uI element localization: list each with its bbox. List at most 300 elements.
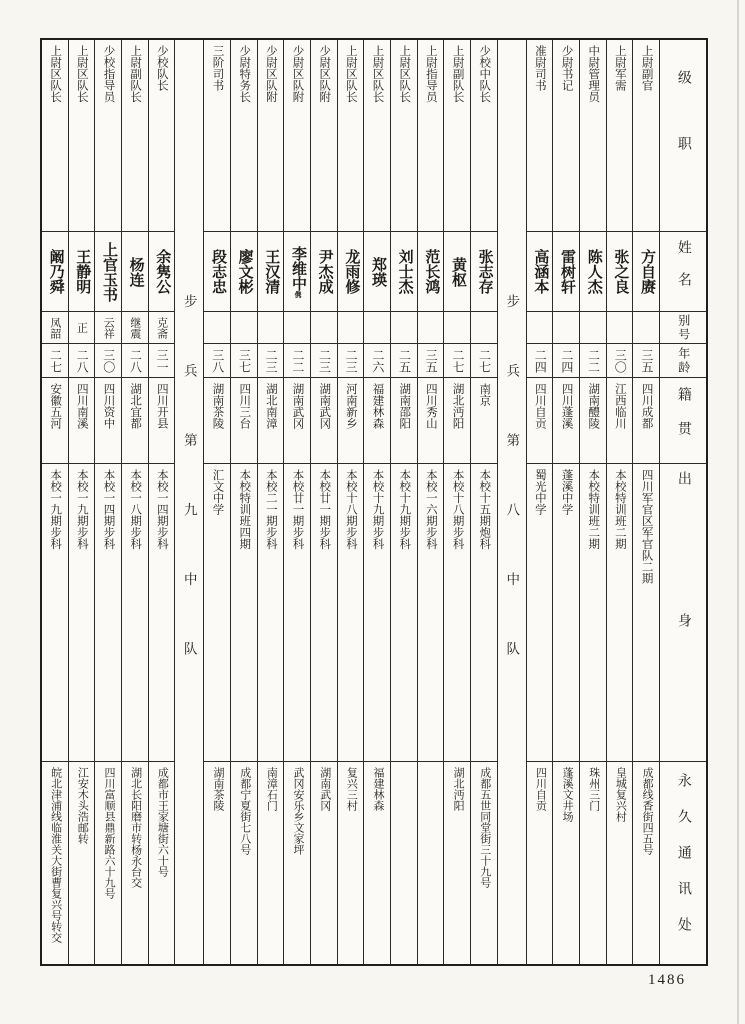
origin-cell — [149, 464, 175, 762]
address-text: 成都五世同堂街三十九号 — [478, 767, 491, 888]
name-cell — [607, 232, 633, 312]
origin-text: 蜀光中学 — [533, 469, 546, 515]
origin-cell — [311, 464, 337, 762]
name-text: 雷树轩 — [559, 249, 576, 294]
age-cell — [580, 344, 606, 378]
origin-text: 本校一九期步科 — [75, 469, 88, 550]
name-text: 高涵本 — [532, 249, 549, 294]
alias-cell — [391, 312, 417, 344]
page-number: 1486 — [648, 972, 686, 988]
rank-cell — [527, 40, 553, 232]
age-text: 三〇 — [613, 348, 628, 373]
age-text: 二八 — [75, 348, 90, 373]
row-header-label: 级职 — [675, 69, 691, 202]
address-cell — [95, 762, 121, 964]
name-text: 张之良 — [612, 249, 629, 294]
alias-cell — [204, 312, 230, 344]
alias-cell — [231, 312, 257, 344]
name-cell — [69, 232, 95, 312]
age-cell — [42, 344, 68, 378]
age-cell — [122, 344, 148, 378]
origin-text: 蓬溪中学 — [560, 469, 573, 515]
row-header-label: 别号 — [676, 313, 691, 342]
origin-text: 本校特训班四期 — [238, 469, 251, 550]
address-cell — [471, 762, 497, 964]
address-text: 成都线香街四五号 — [641, 767, 654, 855]
address-cell — [633, 762, 659, 964]
section-divider — [174, 40, 203, 964]
person-column — [632, 40, 659, 964]
age-text: 三五 — [424, 348, 439, 373]
origin-cell — [284, 464, 310, 762]
origin-cell — [258, 464, 284, 762]
native-text: 福建林森 — [371, 383, 384, 429]
address-text: 皇城复兴村 — [614, 767, 627, 822]
address-cell — [258, 762, 284, 964]
person-column — [526, 40, 553, 964]
name-cell — [418, 232, 444, 312]
person-column — [337, 40, 364, 964]
address-text: 四川富顺县鼎新路六十九号 — [103, 767, 115, 899]
name-text: 尹杰成 — [316, 249, 333, 294]
rank-text: 上尉指导员 — [424, 45, 437, 103]
alias-cell — [122, 312, 148, 344]
native-text: 湖南邵阳 — [398, 383, 411, 429]
rank-text: 上尉军需 — [613, 45, 626, 91]
row-header-label: 永久通讯处 — [675, 773, 691, 953]
origin-text: 本校一九期步科 — [49, 469, 62, 550]
age-text: 二四 — [533, 348, 548, 373]
native-text: 四川资中 — [102, 383, 115, 429]
rank-text: 少尉区队附 — [264, 45, 277, 103]
address-cell — [149, 762, 175, 964]
address-text: 四川自贡 — [534, 767, 547, 811]
native-text: 湖北宜都 — [129, 383, 142, 429]
rank-text: 中尉管理员 — [587, 45, 600, 103]
address-cell — [444, 762, 470, 964]
origin-cell — [364, 464, 390, 762]
age-cell — [527, 344, 553, 378]
alias-cell — [149, 312, 175, 344]
rank-cell — [580, 40, 606, 232]
native-text: 湖南武冈 — [291, 383, 304, 429]
alias-cell — [418, 312, 444, 344]
name-cell — [391, 232, 417, 312]
age-cell — [284, 344, 310, 378]
name-cell — [122, 232, 148, 312]
origin-text: 本校一四期步科 — [155, 469, 168, 550]
name-cell — [527, 232, 553, 312]
age-text: 二二 — [290, 348, 305, 373]
address-cell — [311, 762, 337, 964]
age-cell — [258, 344, 284, 378]
native-cell — [231, 378, 257, 464]
name-cell — [258, 232, 284, 312]
age-text: 二三 — [317, 348, 332, 373]
address-cell — [231, 762, 257, 964]
origin-cell — [391, 464, 417, 762]
person-column — [283, 40, 310, 964]
person-column — [310, 40, 337, 964]
name-text: 王静明 — [74, 249, 91, 294]
native-text: 江西临川 — [613, 383, 626, 429]
native-text: 四川蓬溪 — [560, 383, 573, 429]
rank-cell — [553, 40, 579, 232]
name-text: 李维中㑺 — [289, 245, 306, 298]
alias-text: 继震 — [128, 316, 141, 339]
name-text: 阚乃舜 — [47, 249, 64, 294]
section-divider — [497, 40, 526, 964]
alias-cell — [633, 312, 659, 344]
origin-cell — [633, 464, 659, 762]
native-text: 四川三台 — [238, 383, 251, 429]
native-cell — [444, 378, 470, 464]
alias-cell — [69, 312, 95, 344]
age-cell — [149, 344, 175, 378]
rank-text: 上尉副队长 — [451, 45, 464, 103]
person-column — [42, 40, 68, 964]
name-cell — [580, 232, 606, 312]
age-cell — [391, 344, 417, 378]
name-cell — [444, 232, 470, 312]
native-text: 四川成都 — [640, 383, 653, 429]
address-cell — [364, 762, 390, 964]
origin-text: 本校特训班二期 — [587, 469, 600, 550]
person-column — [68, 40, 95, 964]
native-text: 四川开县 — [155, 383, 168, 429]
name-text: 刘士杰 — [396, 249, 413, 294]
origin-cell — [338, 464, 364, 762]
age-text: 二四 — [559, 348, 574, 373]
native-text: 四川南溪 — [75, 383, 88, 429]
age-cell — [338, 344, 364, 378]
name-text: 张志存 — [476, 249, 493, 294]
age-cell — [204, 344, 230, 378]
person-column — [390, 40, 417, 964]
age-cell — [364, 344, 390, 378]
name-text: 王汉清 — [263, 249, 280, 294]
address-text: 福建林森 — [372, 767, 385, 811]
rank-text: 上尉区队长 — [75, 45, 88, 103]
age-text: 三一 — [155, 348, 170, 373]
native-cell — [258, 378, 284, 464]
age-text: 二二 — [586, 348, 601, 373]
name-cell — [364, 232, 390, 312]
rank-text: 上尉区队长 — [371, 45, 384, 103]
origin-cell — [42, 464, 68, 762]
rank-text: 上尉区队长 — [398, 45, 411, 103]
name-cell — [338, 232, 364, 312]
age-text: 三七 — [237, 348, 252, 373]
name-text: 郑瑛 — [369, 256, 386, 287]
origin-cell — [231, 464, 257, 762]
origin-cell — [204, 464, 230, 762]
section-title-cell — [175, 40, 203, 964]
native-cell — [311, 378, 337, 464]
native-text: 安徽五河 — [49, 383, 62, 429]
native-cell — [284, 378, 310, 464]
section-title: 步兵第九中队 — [181, 293, 197, 711]
alias-cell — [471, 312, 497, 344]
person-column — [94, 40, 121, 964]
age-cell — [231, 344, 257, 378]
address-text: 蓬溪文井场 — [561, 767, 574, 822]
rank-cell — [122, 40, 148, 232]
address-text: 南漳石门 — [265, 767, 278, 811]
age-text: 二七 — [450, 348, 465, 373]
name-text: 余隽公 — [154, 249, 171, 294]
origin-text: 本校二一期步科 — [264, 469, 277, 550]
address-text: 皖北津浦线临淮关大街曹复兴号转交 — [49, 767, 62, 943]
address-cell — [607, 762, 633, 964]
address-text: 湖南茶陵 — [212, 767, 225, 811]
age-text: 二五 — [397, 348, 412, 373]
address-cell — [553, 762, 579, 964]
rank-text: 少校中队长 — [478, 45, 491, 103]
person-column — [121, 40, 148, 964]
row-headers-column — [659, 40, 706, 964]
alias-cell — [42, 312, 68, 344]
origin-text: 本校十五期炮科 — [478, 469, 491, 550]
native-text: 南京 — [478, 383, 491, 406]
rank-cell — [633, 40, 659, 232]
rank-text: 少尉特务长 — [238, 45, 251, 103]
native-cell — [364, 378, 390, 464]
alias-cell — [95, 312, 121, 344]
address-text: 武冈安乐乡文家坪 — [292, 767, 305, 855]
origin-text: 本校特训班二期 — [613, 469, 626, 550]
native-text: 四川自贡 — [533, 383, 546, 429]
row-header-rank — [660, 40, 706, 232]
rank-cell — [231, 40, 257, 232]
rank-cell — [364, 40, 390, 232]
native-cell — [471, 378, 497, 464]
address-cell — [204, 762, 230, 964]
person-column — [443, 40, 470, 964]
origin-text: 本校一八期步科 — [129, 469, 142, 550]
alias-text: 凤韶 — [48, 316, 61, 339]
name-cell — [311, 232, 337, 312]
name-cell — [471, 232, 497, 312]
origin-text: 本校廿一期步科 — [291, 469, 304, 550]
alias-text: 克斋 — [155, 316, 168, 339]
address-cell — [284, 762, 310, 964]
alias-cell — [580, 312, 606, 344]
row-header-native — [660, 378, 706, 464]
name-note: 㑺 — [293, 290, 302, 298]
person-column — [257, 40, 284, 964]
name-cell — [95, 232, 121, 312]
address-cell — [122, 762, 148, 964]
section-title: 步兵第八中队 — [504, 293, 520, 711]
native-cell — [580, 378, 606, 464]
rank-cell — [95, 40, 121, 232]
age-cell — [633, 344, 659, 378]
rank-cell — [69, 40, 95, 232]
rank-cell — [607, 40, 633, 232]
rank-cell — [391, 40, 417, 232]
name-text: 上官玉书 — [100, 241, 117, 302]
name-text: 黄枢 — [450, 256, 466, 287]
age-text: 二六 — [370, 348, 385, 373]
name-cell — [553, 232, 579, 312]
address-cell — [338, 762, 364, 964]
name-text: 杨连 — [127, 256, 144, 287]
native-cell — [42, 378, 68, 464]
native-cell — [418, 378, 444, 464]
rank-cell — [444, 40, 470, 232]
row-header-origin — [660, 464, 706, 762]
person-column — [363, 40, 390, 964]
person-column — [470, 40, 497, 964]
age-cell — [95, 344, 121, 378]
native-cell — [391, 378, 417, 464]
rank-text: 准尉司书 — [533, 45, 546, 91]
origin-cell — [553, 464, 579, 762]
rank-cell — [258, 40, 284, 232]
alias-cell — [311, 312, 337, 344]
address-text: 复兴三村 — [345, 767, 358, 811]
native-cell — [607, 378, 633, 464]
address-cell — [527, 762, 553, 964]
rank-cell — [284, 40, 310, 232]
address-cell — [418, 762, 444, 964]
native-cell — [527, 378, 553, 464]
native-text: 湖南武冈 — [318, 383, 331, 429]
name-cell — [42, 232, 68, 312]
row-header-name — [660, 232, 706, 312]
row-header-label: 籍贯 — [675, 386, 691, 455]
origin-cell — [418, 464, 444, 762]
native-text: 四川秀山 — [424, 383, 437, 429]
native-cell — [95, 378, 121, 464]
rank-cell — [204, 40, 230, 232]
age-cell — [553, 344, 579, 378]
name-text: 方自赓 — [639, 249, 656, 294]
native-cell — [338, 378, 364, 464]
person-column — [230, 40, 257, 964]
origin-cell — [69, 464, 95, 762]
rank-text: 三阶司书 — [211, 45, 224, 91]
age-text: 二三 — [344, 348, 359, 373]
name-text: 范长鸿 — [423, 249, 440, 294]
address-cell — [391, 762, 417, 964]
alias-cell — [444, 312, 470, 344]
person-column — [606, 40, 633, 964]
address-cell — [580, 762, 606, 964]
name-text: 陈人杰 — [585, 249, 602, 294]
person-column — [203, 40, 230, 964]
rank-text: 上尉副队长 — [129, 45, 142, 103]
origin-cell — [580, 464, 606, 762]
address-text: 江安木头浩邮转 — [76, 767, 89, 844]
rank-text: 少尉书记 — [560, 45, 573, 91]
address-text: 湖北长阳磨市转杨永台交 — [129, 767, 142, 888]
age-text: 二三 — [264, 348, 279, 373]
origin-text: 本校一六期步科 — [424, 469, 437, 550]
name-cell — [204, 232, 230, 312]
rank-text: 少尉区队附 — [318, 45, 331, 103]
age-cell — [444, 344, 470, 378]
age-text: 三八 — [210, 348, 225, 373]
age-text: 二八 — [128, 348, 143, 373]
person-column — [417, 40, 444, 964]
rank-text: 少校队长 — [155, 45, 168, 91]
rank-text: 少校指导员 — [102, 45, 115, 103]
age-text: 二七 — [477, 348, 492, 373]
name-text: 廖文彬 — [236, 249, 253, 294]
rank-text: 上尉区队长 — [344, 45, 357, 103]
age-cell — [311, 344, 337, 378]
native-text: 湖北沔阳 — [451, 383, 464, 429]
name-cell — [284, 232, 310, 312]
alias-cell — [364, 312, 390, 344]
alias-text: 云祥 — [102, 316, 115, 339]
native-cell — [633, 378, 659, 464]
row-header-age — [660, 344, 706, 378]
address-cell — [69, 762, 95, 964]
row-header-address — [660, 762, 706, 964]
alias-cell — [338, 312, 364, 344]
alias-cell — [284, 312, 310, 344]
age-text: 二七 — [48, 348, 63, 373]
rank-cell — [149, 40, 175, 232]
native-text: 湖南茶陵 — [211, 383, 224, 429]
age-text: 三〇 — [101, 348, 116, 373]
scan-edge-line — [737, 0, 739, 1024]
address-text: 珠州三门 — [587, 767, 600, 811]
name-cell — [633, 232, 659, 312]
rank-text: 上尉区队长 — [49, 45, 62, 103]
rank-cell — [338, 40, 364, 232]
origin-cell — [95, 464, 121, 762]
origin-text: 四川军官区军官队二期 — [640, 469, 653, 584]
origin-cell — [527, 464, 553, 762]
alias-cell — [607, 312, 633, 344]
origin-text: 本校十九期步科 — [371, 469, 384, 550]
native-text: 湖北南漳 — [264, 383, 277, 429]
alias-cell — [553, 312, 579, 344]
person-column — [552, 40, 579, 964]
row-header-label: 年龄 — [676, 346, 691, 375]
address-cell — [42, 762, 68, 964]
address-text: 成都宁夏街七八号 — [238, 767, 251, 855]
origin-cell — [607, 464, 633, 762]
section-title-cell — [498, 40, 526, 964]
rank-text: 少尉区队附 — [291, 45, 304, 103]
row-header-label: 姓名 — [675, 239, 691, 304]
row-header-alias — [660, 312, 706, 344]
native-cell — [553, 378, 579, 464]
origin-text: 汇文中学 — [211, 469, 224, 515]
origin-text: 本校十八期步科 — [451, 469, 464, 550]
rank-text: 上尉副官 — [640, 45, 653, 91]
origin-text: 本校一四期步科 — [102, 469, 115, 550]
row-header-label: 出身 — [675, 470, 691, 755]
person-column — [579, 40, 606, 964]
name-text: 段志忠 — [209, 249, 226, 294]
native-text: 河南新乡 — [344, 383, 357, 429]
native-cell — [69, 378, 95, 464]
address-text: 成都市王家塘街六十号 — [156, 767, 169, 877]
native-cell — [204, 378, 230, 464]
name-cell — [231, 232, 257, 312]
native-text: 湖南醴陵 — [587, 383, 600, 429]
name-text: 龙雨修 — [343, 249, 360, 294]
origin-text: 本校廿一期步科 — [318, 469, 331, 550]
rank-cell — [311, 40, 337, 232]
rank-cell — [42, 40, 68, 232]
